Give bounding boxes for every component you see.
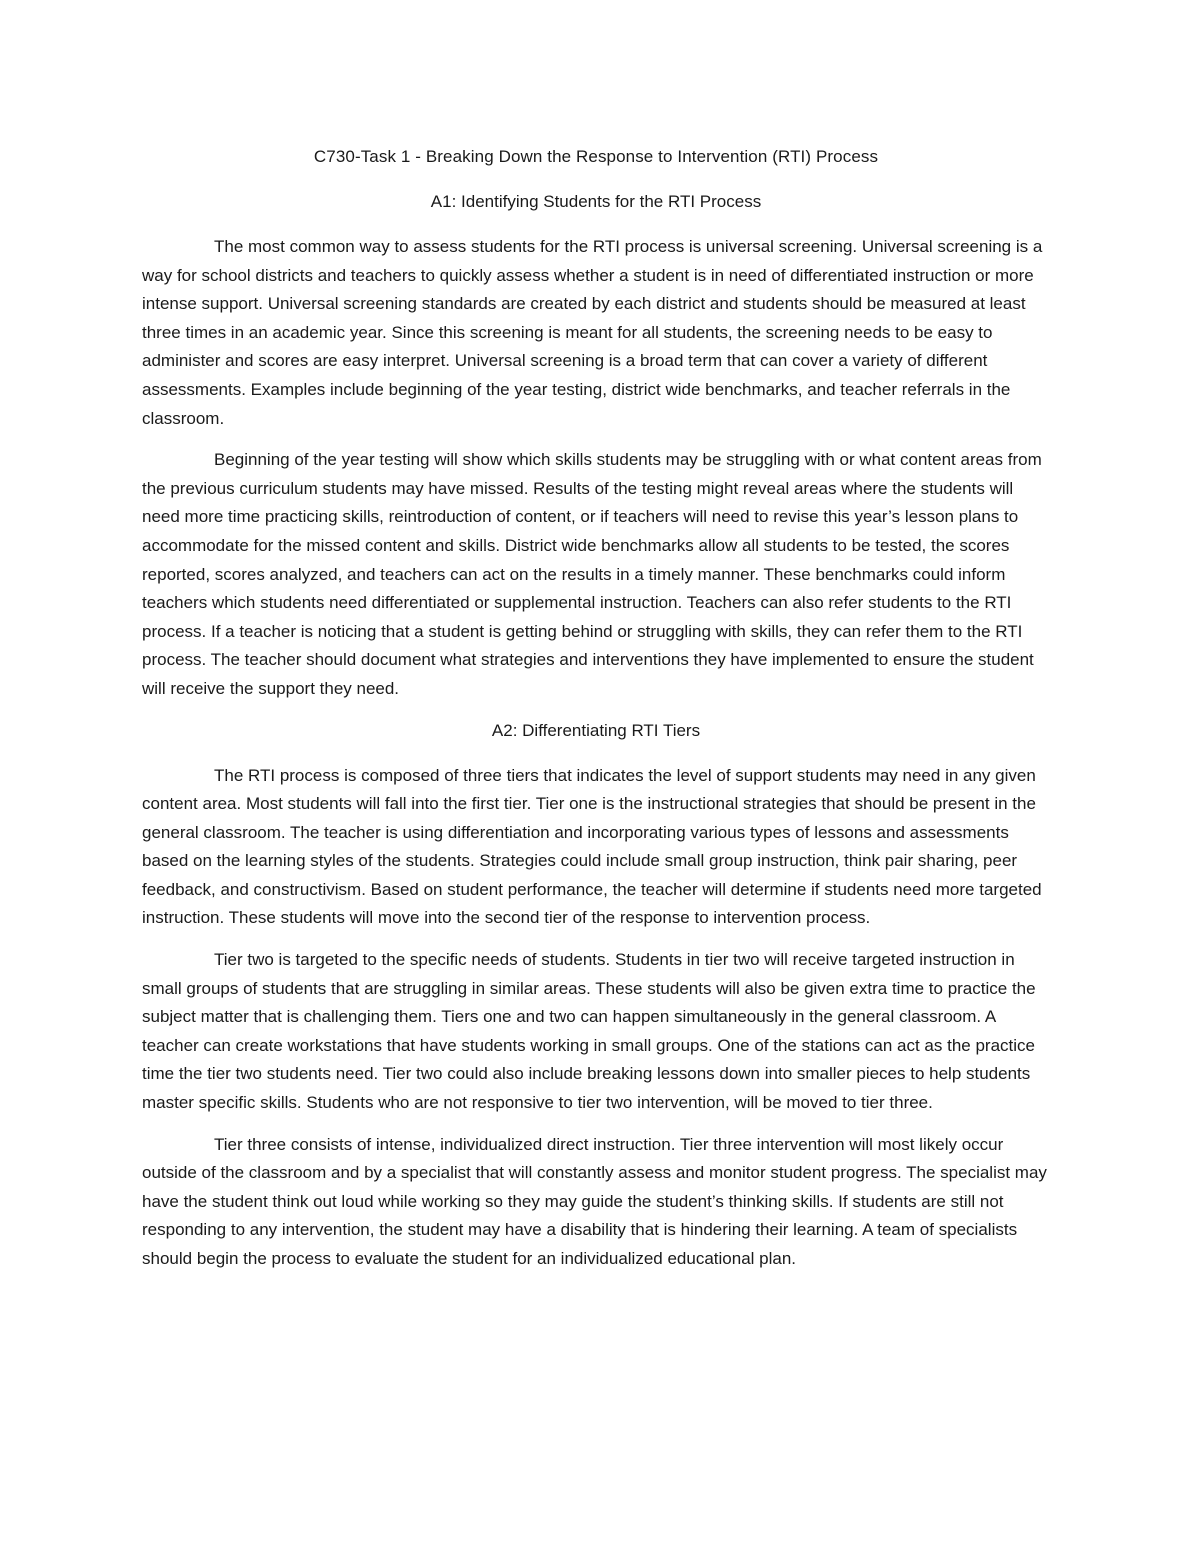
paragraph: The RTI process is composed of three tiers that indicates the level of support students may need in any given content area. Most students will fall into the first tier. Tier one is the instructional strategies that should be present in the general classroom. The teacher is using differentiation and incorporating various types of lessons and assessments based on the learning styles of the students. Strategies could include small group instruction, think pair sharing, peer feedback, and constructivism. Based on student performance, the teacher will determine if students need more targeted instruction. These students will move into the second tier of the response to intervention process. <box>142 765 1042 928</box>
paragraph: The most common way to assess students for the RTI process is universal screening. Universal screening is a way for school districts and teachers to quickly assess whether a student is in need of differentiated instruction or more intense support. Universal screening standards are created by each district and students should be measured at least three times in an academic year. Since this screening is meant for all students, the screening needs to be easy to administer and scores are easy interpret. Universal screening is a broad term that can cover a variety of different assessments. Examples include beginning of the year testing, district wide benchmarks, and teacher referrals in the classroom. <box>142 237 1043 428</box>
section-heading-a2: A2: Differentiating RTI Tiers <box>491 720 701 740</box>
paragraph: Tier two is targeted to the specific needs of students. Students in tier two will receive targeted instruction in small groups of students that are struggling in similar areas. These students will also be given extra time to practice the subject matter that is challenging them. Tiers one and two can happen simultaneously in the general classroom. A teacher can create workstations that have students working in small groups. One of the stations can act as the practice time the tier two students need. Tier two could also include breaking lessons down into smaller pieces to help students master specific skills. Students who are not responsive to tier two intervention, will be moved to tier three. <box>142 950 1036 1113</box>
document-title: C730-Task 1 - Breaking Down the Response to Intervention (RTI) Process <box>313 147 879 166</box>
paragraph: Tier three consists of intense, individualized direct instruction. Tier three intervention will most likely occur outside of the classroom and by a specialist that will constantly assess and monitor student progress. The specialist may have the student think out loud while working so they may guide the student’s thinking skills. If students are still not responding to any intervention, the student may have a disability that is hindering their learning. A team of specialists should begin the process to evaluate the student for an individualized educational plan. <box>142 1134 1047 1268</box>
document-body <box>142 143 1050 1287</box>
paragraph: Beginning of the year testing will show which skills students may be struggling with or what content areas from the previous curriculum students may have missed. Results of the testing might reveal areas where the students will need more time practicing skills, reintroduction of content, or if teachers will need to revise this year’s lesson plans to accommodate for the missed content and skills. District wide benchmarks allow all students to be tested, the scores reported, scores analyzed, and teachers can act on the results in a timely manner. These benchmarks could inform teachers which students need differentiated or supplemental instruction. Teachers can also refer students to the RTI process. If a teacher is noticing that a student is getting behind or struggling with skills, they can refer them to the RTI process. The teacher should document what strategies and interventions they have implemented to ensure the student will receive the support they need. <box>142 450 1042 698</box>
section-heading-a1: A1: Identifying Students for the RTI Process <box>430 192 762 211</box>
